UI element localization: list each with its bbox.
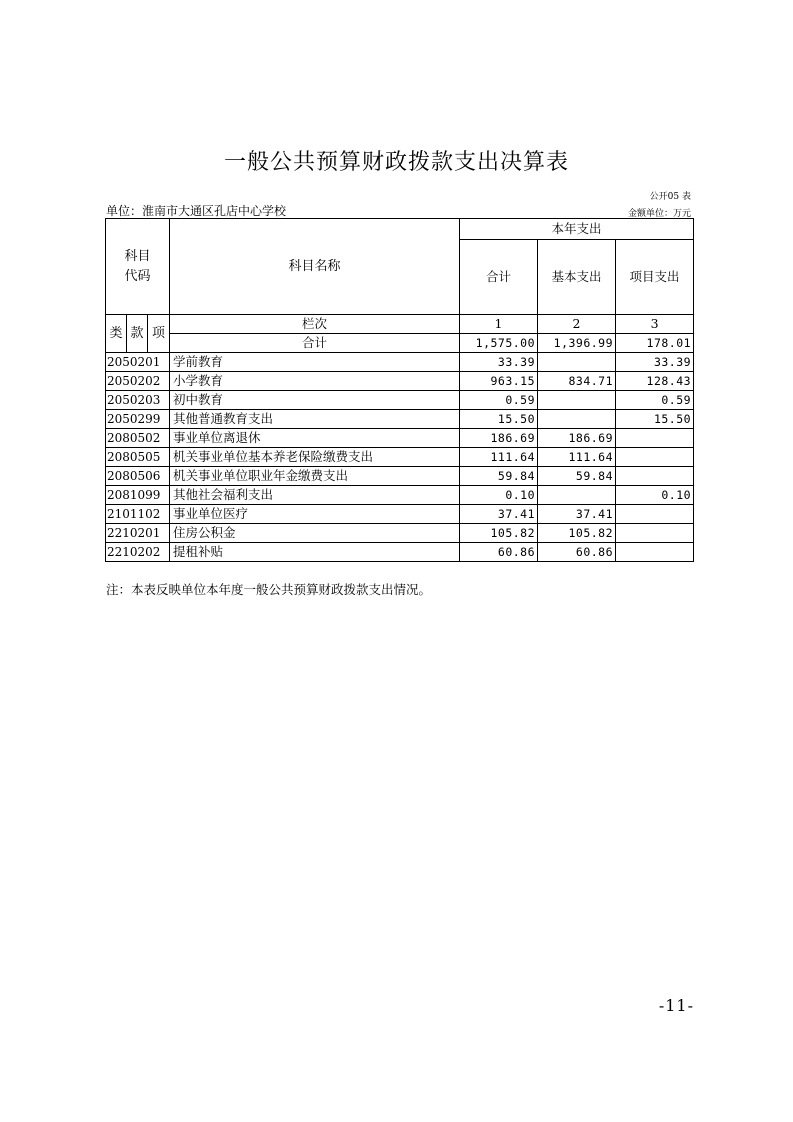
row-project: 33.39 xyxy=(616,353,694,372)
row-project: 15.50 xyxy=(616,410,694,429)
budget-table xyxy=(105,218,694,562)
table-row xyxy=(106,505,694,524)
row-total: 33.39 xyxy=(460,353,538,372)
row-code: 2101102 xyxy=(106,505,170,524)
header-col-basic: 基本支出 xyxy=(538,240,616,315)
row-basic: 186.69 xyxy=(538,429,616,448)
row-basic: 59.84 xyxy=(538,467,616,486)
row-project xyxy=(616,429,694,448)
row-total: 0.59 xyxy=(460,391,538,410)
row-project: 0.59 xyxy=(616,391,694,410)
header-code-line2: 代码 xyxy=(124,268,151,284)
row-total: 60.86 xyxy=(460,543,538,562)
table-row xyxy=(106,486,694,505)
row-code: 2080505 xyxy=(106,448,170,467)
row-total: 15.50 xyxy=(460,410,538,429)
row-code: 2050202 xyxy=(106,372,170,391)
header-col-total: 合计 xyxy=(460,240,538,315)
table-row xyxy=(106,543,694,562)
seq-2: 2 xyxy=(538,315,616,334)
row-name: 其他普通教育支出 xyxy=(170,410,460,429)
table-row xyxy=(106,467,694,486)
header-col-project: 项目支出 xyxy=(616,240,694,315)
row-project xyxy=(616,505,694,524)
table-row xyxy=(106,353,694,372)
document-title: 一般公共预算财政拨款支出决算表 xyxy=(223,150,569,175)
row-basic: 37.41 xyxy=(538,505,616,524)
table-row xyxy=(106,391,694,410)
header-group: 本年支出 xyxy=(460,219,694,240)
row-total: 0.10 xyxy=(460,486,538,505)
row-name: 事业单位医疗 xyxy=(170,505,460,524)
row-total: 186.69 xyxy=(460,429,538,448)
row-project: 0.10 xyxy=(616,486,694,505)
total-amount: 1,575.00 xyxy=(460,334,538,353)
total-basic: 1,396.99 xyxy=(538,334,616,353)
row-code: 2050201 xyxy=(106,353,170,372)
header-name: 科目名称 xyxy=(170,219,460,315)
row-name: 学前教育 xyxy=(170,353,460,372)
amount-unit: 金额单位：万元 xyxy=(627,209,691,219)
seq-1: 1 xyxy=(460,315,538,334)
row-basic xyxy=(538,391,616,410)
table-row xyxy=(106,448,694,467)
form-code: 公开05 表 xyxy=(649,192,691,202)
row-basic: 105.82 xyxy=(538,524,616,543)
row-code: 2050299 xyxy=(106,410,170,429)
table-row xyxy=(106,410,694,429)
row-project xyxy=(616,448,694,467)
table-row xyxy=(106,524,694,543)
row-name: 事业单位离退休 xyxy=(170,429,460,448)
total-label: 合计 xyxy=(170,334,460,353)
header-level-section: 款 xyxy=(127,315,148,353)
row-total: 105.82 xyxy=(460,524,538,543)
seq-label: 栏次 xyxy=(170,315,460,334)
row-total: 37.41 xyxy=(460,505,538,524)
row-total: 111.64 xyxy=(460,448,538,467)
row-name: 其他社会福利支出 xyxy=(170,486,460,505)
table-row xyxy=(106,429,694,448)
row-code: 2080506 xyxy=(106,467,170,486)
row-project: 128.43 xyxy=(616,372,694,391)
row-name: 小学教育 xyxy=(170,372,460,391)
row-name: 初中教育 xyxy=(170,391,460,410)
table-note: 注：本表反映单位本年度一般公共预算财政拨款支出情况。 xyxy=(106,582,432,597)
page-number: -11- xyxy=(658,996,694,1015)
header-code-line1: 科目 xyxy=(124,248,151,264)
row-name: 提租补贴 xyxy=(170,543,460,562)
total-project: 178.01 xyxy=(616,334,694,353)
row-code: 2210201 xyxy=(106,524,170,543)
row-name: 住房公积金 xyxy=(170,524,460,543)
header-code-cell xyxy=(106,219,170,315)
unit-line: 单位：淮南市大通区孔店中心学校 xyxy=(106,204,287,218)
row-code: 2210202 xyxy=(106,543,170,562)
row-total: 59.84 xyxy=(460,467,538,486)
row-code: 2080502 xyxy=(106,429,170,448)
row-basic: 60.86 xyxy=(538,543,616,562)
row-basic: 111.64 xyxy=(538,448,616,467)
row-total: 963.15 xyxy=(460,372,538,391)
row-project xyxy=(616,467,694,486)
row-basic xyxy=(538,353,616,372)
row-code: 2050203 xyxy=(106,391,170,410)
row-basic: 834.71 xyxy=(538,372,616,391)
row-project xyxy=(616,543,694,562)
seq-3: 3 xyxy=(616,315,694,334)
row-basic xyxy=(538,410,616,429)
row-project xyxy=(616,524,694,543)
header-level-item: 项 xyxy=(148,315,170,353)
row-name: 机关事业单位基本养老保险缴费支出 xyxy=(170,448,460,467)
header-level-class: 类 xyxy=(106,315,127,353)
row-code: 2081099 xyxy=(106,486,170,505)
table-row xyxy=(106,372,694,391)
row-basic xyxy=(538,486,616,505)
row-name: 机关事业单位职业年金缴费支出 xyxy=(170,467,460,486)
